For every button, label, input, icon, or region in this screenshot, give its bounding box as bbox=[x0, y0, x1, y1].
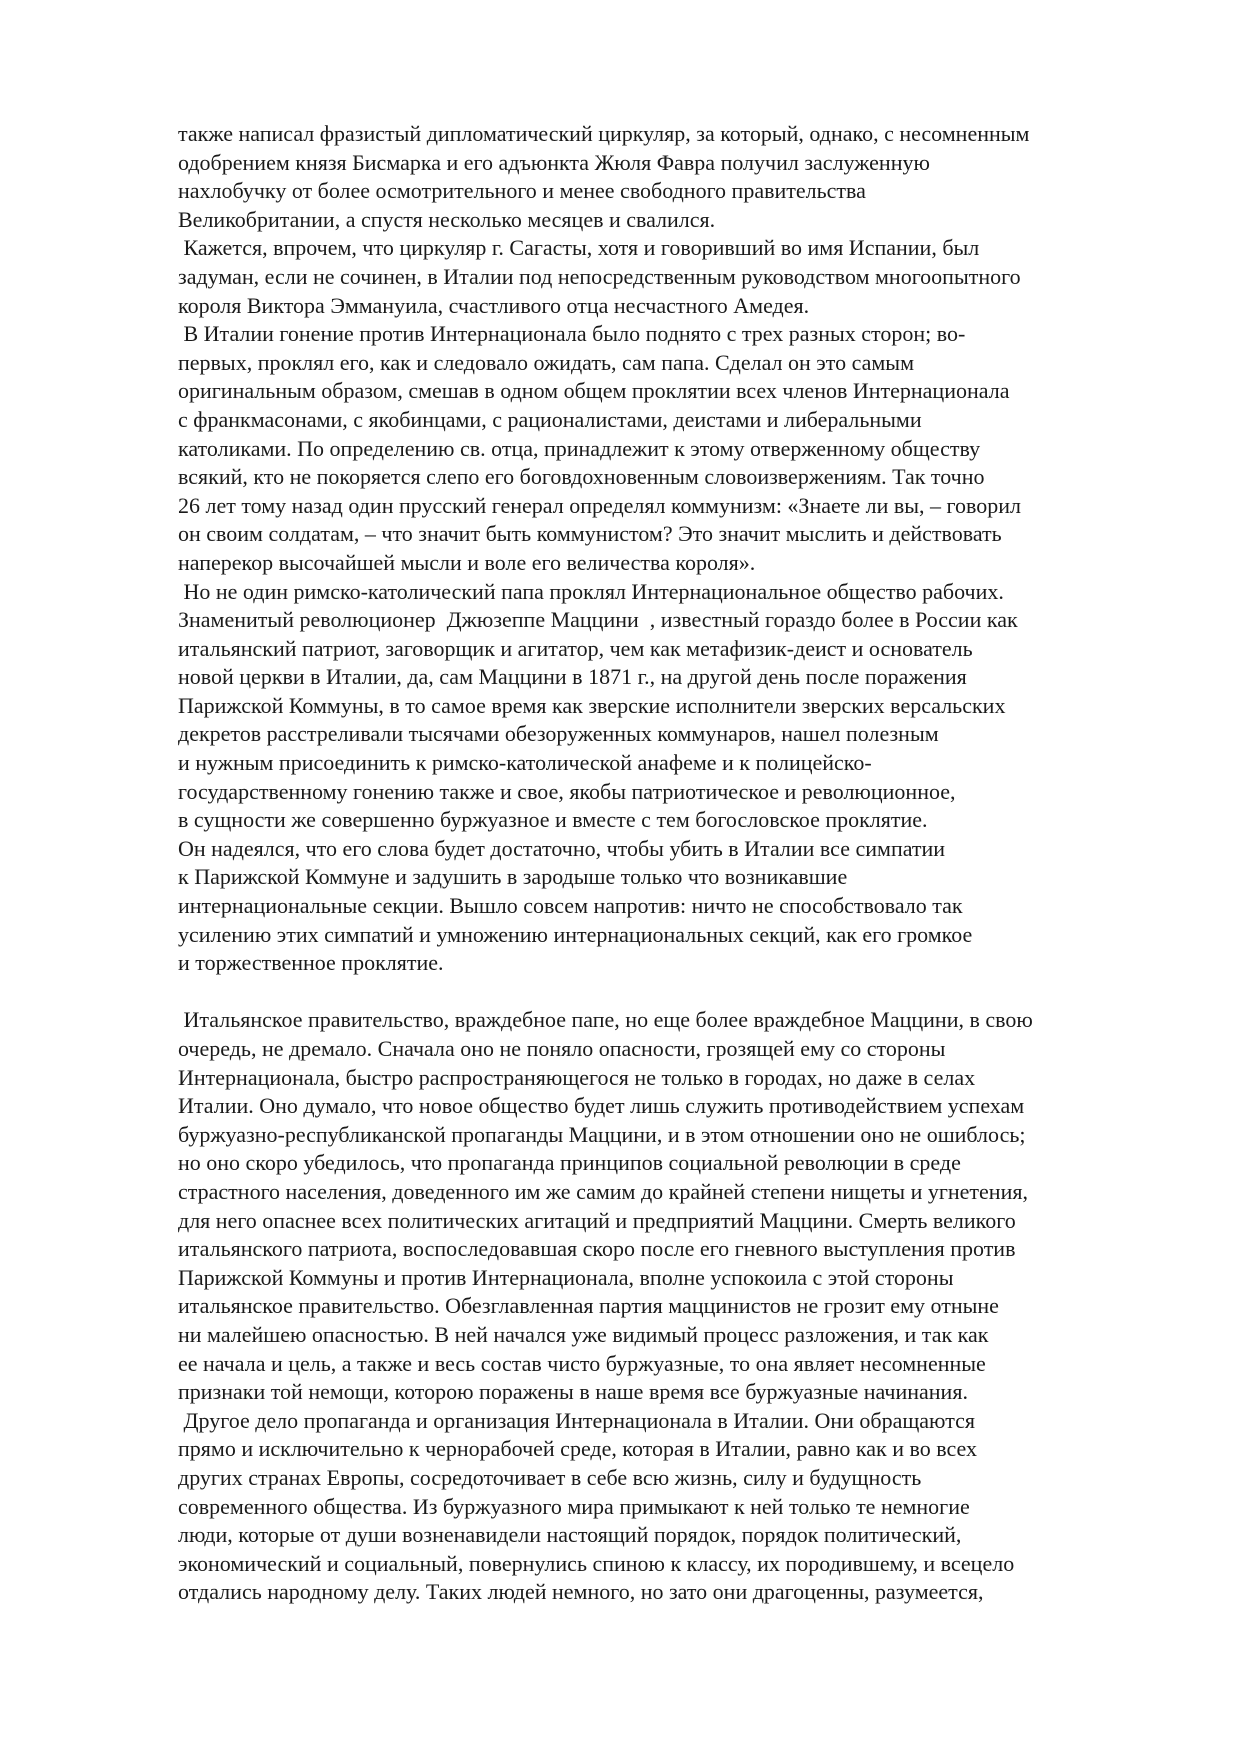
text-line: 26 лет тому назад один прусский генерал определял коммунизм: «Знаете ли вы, – говорил bbox=[178, 492, 1022, 518]
text-line: задуман, если не сочинен, в Италии под непосредственным руководством многоопытного bbox=[178, 263, 1021, 289]
text-section bbox=[178, 120, 1178, 978]
text-line: Италии. Оно думало, что новое общество будет лишь служить противодействием успехам bbox=[178, 1093, 1025, 1119]
document-body bbox=[178, 120, 1178, 1607]
text-line: прямо и исключительно к чернорабочей среде, которая в Италии, равно как и во всех bbox=[178, 1436, 978, 1462]
text-line: Итальянское правительство, враждебное папе, но еще более враждебное Маццини, в свою bbox=[178, 1007, 1033, 1033]
text-line: ни малейшею опасностью. В ней начался уже видимый процесс разложения, и так как bbox=[178, 1321, 989, 1347]
text-line: также написал фразистый дипломатический циркуляр, за который, однако, с несомненным bbox=[178, 121, 1030, 146]
text-line: очередь, не дремало. Сначала оно не поняло опасности, грозящей ему со стороны bbox=[178, 1036, 946, 1061]
text-line: буржуазно-республиканской пропаганды Маццини, и в этом отношении оно не ошиблось; bbox=[178, 1121, 1026, 1147]
text-line: государственному гонению также и свое, якобы патриотическое и революционное, bbox=[178, 778, 956, 804]
text-line: с франкмасонами, с якобинцами, с рационалистами, деистами и либеральными bbox=[178, 406, 922, 432]
text-line: оригинальным образом, смешав в одном общем проклятии всех членов Интернационала bbox=[178, 378, 1010, 404]
text-line: ее начала и цель, а также и весь состав чисто буржуазные, то она являет несомненные bbox=[178, 1350, 986, 1376]
text-line: усилению этих симпатий и умножению интернациональных секций, как его громкое bbox=[178, 921, 973, 947]
text-line: и торжественное проклятие. bbox=[178, 950, 444, 976]
text-line: экономический и социальный, повернулись спиною к классу, их породившему, и всецело bbox=[178, 1550, 1015, 1576]
text-line: итальянского патриота, воспоследовавшая скоро после его гневного выступления против bbox=[178, 1236, 1016, 1262]
text-line: одобрением князя Бисмарка и его адъюнкта Жюля Фавра получил заслуженную bbox=[178, 149, 930, 175]
text-line: В Италии гонение против Интернационала было поднято с трех разных сторон; во- bbox=[178, 321, 966, 347]
text-line: современного общества. Из буржуазного мира примыкают к ней только те немногие bbox=[178, 1493, 970, 1519]
text-line: интернациональные секции. Вышло совсем напротив: ничто не способствовало так bbox=[178, 893, 963, 919]
paragraph-gap bbox=[178, 978, 1178, 1007]
text-line: Интернационала, быстро распространяющегося не только в городах, но даже в селах bbox=[178, 1064, 976, 1090]
text-line: Другое дело пропаганда и организация Интернационала в Италии. Они обращаются bbox=[178, 1407, 975, 1433]
text-line: отдались народному делу. Таких людей немного, но зато они драгоценны, разумеется, bbox=[178, 1579, 984, 1605]
text-section bbox=[178, 1006, 1178, 1606]
text-line: и нужным присоединить к римско-католической анафеме и к полицейско- bbox=[178, 750, 872, 776]
text-line: итальянское правительство. Обезглавленная партия маццинистов не грозит ему отныне bbox=[178, 1293, 999, 1319]
text-line: страстного населения, доведенного им же самим до крайней степени нищеты и угнетения, bbox=[178, 1178, 1028, 1204]
text-line: Он надеялся, что его слова будет достаточно, чтобы убить в Италии все симпатии bbox=[178, 835, 946, 861]
text-line: к Парижской Коммуне и задушить в зародыше только что возникавшие bbox=[178, 864, 848, 890]
text-line: всякий, кто не покоряется слепо его боговдохновенным словоизвержениям. Так точно bbox=[178, 464, 985, 490]
text-line: признаки той немощи, которою поражены в наше время все буржуазные начинания. bbox=[178, 1379, 968, 1405]
text-line: Кажется, впрочем, что циркуляр г. Сагасты, хотя и говоривший во имя Испании, был bbox=[178, 235, 980, 261]
text-line: итальянский патриот, заговорщик и агитатор, чем как метафизик-деист и основатель bbox=[178, 635, 973, 661]
text-line: Парижской Коммуны и против Интернационала, вполне успокоила с этой стороны bbox=[178, 1264, 954, 1290]
text-line: Парижской Коммуны, в то самое время как зверские исполнители зверских версальских bbox=[178, 692, 1006, 718]
text-line: люди, которые от души возненавидели настоящий порядок, порядок политический, bbox=[178, 1522, 962, 1548]
text-line: первых, проклял его, как и следовало ожидать, сам папа. Сделал он это самым bbox=[178, 349, 914, 375]
text-line: для него опаснее всех политических агитаций и предприятий Маццини. Смерть великого bbox=[178, 1207, 1016, 1233]
text-line: Знаменитый революционер Джюзеппе Маццини , известный гораздо более в России как bbox=[178, 607, 1018, 633]
text-line: он своим солдатам, – что значит быть коммунистом? Это значит мыслить и действовать bbox=[178, 521, 1002, 547]
text-line: в сущности же совершенно буржуазное и вместе с тем богословское проклятие. bbox=[178, 807, 928, 833]
text-line: других странах Европы, сосредоточивает в себе всю жизнь, силу и будущность bbox=[178, 1464, 922, 1490]
text-line: католиками. По определению св. отца, принадлежит к этому отверженному обществу bbox=[178, 435, 981, 461]
text-line: но оно скоро убедилось, что пропаганда принципов социальной революции в среде bbox=[178, 1150, 961, 1176]
text-line: новой церкви в Италии, да, сам Маццини в 1871 г., на другой день после поражения bbox=[178, 664, 967, 690]
text-line: наперекор высочайшей мысли и воле его величества короля». bbox=[178, 549, 756, 575]
text-line: Великобритании, а спустя несколько месяцев и свалился. bbox=[178, 206, 716, 232]
text-line: короля Виктора Эммануила, счастливого отца несчастного Амедея. bbox=[178, 292, 810, 318]
text-line: декретов расстреливали тысячами обезоруженных коммунаров, нашел полезным bbox=[178, 721, 939, 747]
text-line: Но не один римско-католический папа проклял Интернациональное общество рабочих. bbox=[178, 578, 1004, 604]
text-line: нахлобучку от более осмотрительного и менее свободного правительства bbox=[178, 178, 866, 204]
